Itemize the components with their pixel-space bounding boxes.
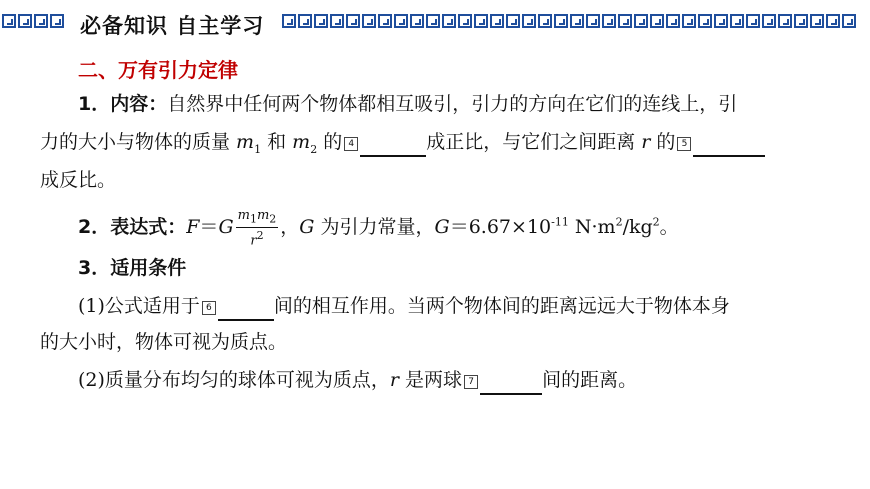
- item3-label: 3．适用条件: [78, 257, 187, 279]
- item1-line1: [78, 95, 737, 114]
- fret-border-left: [2, 14, 66, 32]
- G-symbol-3: G: [434, 215, 450, 238]
- exponent: -11: [551, 215, 569, 229]
- fraction-denominator: [236, 228, 279, 248]
- item1-line2: [40, 133, 765, 157]
- sup-2a: 2: [615, 215, 623, 229]
- gravity-fraction: [236, 208, 279, 248]
- den-sup: 2: [256, 228, 264, 242]
- equals-sign: ＝: [199, 215, 219, 238]
- blank-number-5: 5: [677, 137, 691, 151]
- r-symbol: r: [641, 131, 651, 153]
- G-symbol: G: [218, 215, 234, 238]
- item2-text-t3: N·m: [568, 215, 616, 238]
- item3-text-c2a: (2)质量分布均匀的球体可视为质点，: [78, 369, 390, 391]
- section-header: [0, 8, 870, 38]
- blank-number-4: 4: [344, 137, 358, 151]
- r-symbol-2: r: [389, 369, 400, 391]
- section-title: 二、万有引力定律: [78, 58, 238, 82]
- item3-line3: [78, 371, 637, 395]
- item1-text-l2b: 成正比，与它们之间距离: [426, 131, 642, 153]
- fret-border-right: [282, 14, 858, 32]
- m2-subscript: 2: [310, 142, 318, 156]
- m1-subscript: 1: [254, 142, 262, 156]
- item3-line1: [78, 297, 730, 321]
- item3-text-c1a: (1)公式适用于: [78, 295, 200, 317]
- answer-blank-7[interactable]: [480, 374, 542, 395]
- item3-text-c2c: 间的距离。: [542, 369, 638, 391]
- answer-blank-5[interactable]: [693, 136, 765, 157]
- item1-text-line1: 自然界中任何两个物体都相互吸引，引力的方向在它们的连线上，引: [167, 93, 738, 115]
- item2-line: [78, 208, 679, 248]
- item1-label: 1．内容：: [78, 93, 168, 115]
- item3-text-c1b: 间的相互作用。当两个物体间的距离远远大于物体本身: [273, 295, 730, 317]
- num-m1: m: [237, 208, 250, 223]
- item2-label: 2．表达式：: [78, 215, 187, 238]
- header-title: 必备知识 自主学习: [80, 14, 265, 38]
- item2-text-t1: 为引力常量，: [314, 215, 435, 238]
- blank-number-7: 7: [464, 375, 478, 389]
- and-text: 和: [261, 131, 293, 153]
- num-sub1: 1: [249, 212, 257, 226]
- sup-2b: 2: [652, 215, 660, 229]
- item2-text-t2: ＝6.67×10: [449, 215, 552, 238]
- F-symbol: F: [186, 215, 200, 238]
- num-m2: m: [256, 208, 270, 223]
- de-text-1: 的: [317, 131, 343, 153]
- item1-line3: 成反比。: [40, 169, 117, 191]
- item3-text-c2b: 是两球: [399, 369, 463, 391]
- G-symbol-2: G: [299, 215, 315, 238]
- item2-text-t4: /kg: [622, 215, 653, 238]
- answer-blank-6[interactable]: [218, 300, 274, 321]
- m2-symbol: m: [292, 131, 311, 153]
- item3-line2: 的大小时，物体可视为质点。: [40, 331, 288, 353]
- answer-blank-4[interactable]: [360, 136, 426, 157]
- de-text-2: 的: [650, 131, 676, 153]
- comma: ，: [280, 215, 300, 238]
- m1-symbol: m: [236, 131, 255, 153]
- num-sub2: 2: [269, 212, 277, 226]
- blank-number-6: 6: [202, 301, 216, 315]
- item2-text-t5: 。: [659, 215, 679, 238]
- fraction-numerator: [236, 208, 279, 228]
- item1-text-l2a: 力的大小与物体的质量: [40, 131, 237, 153]
- den-r: r: [250, 232, 257, 248]
